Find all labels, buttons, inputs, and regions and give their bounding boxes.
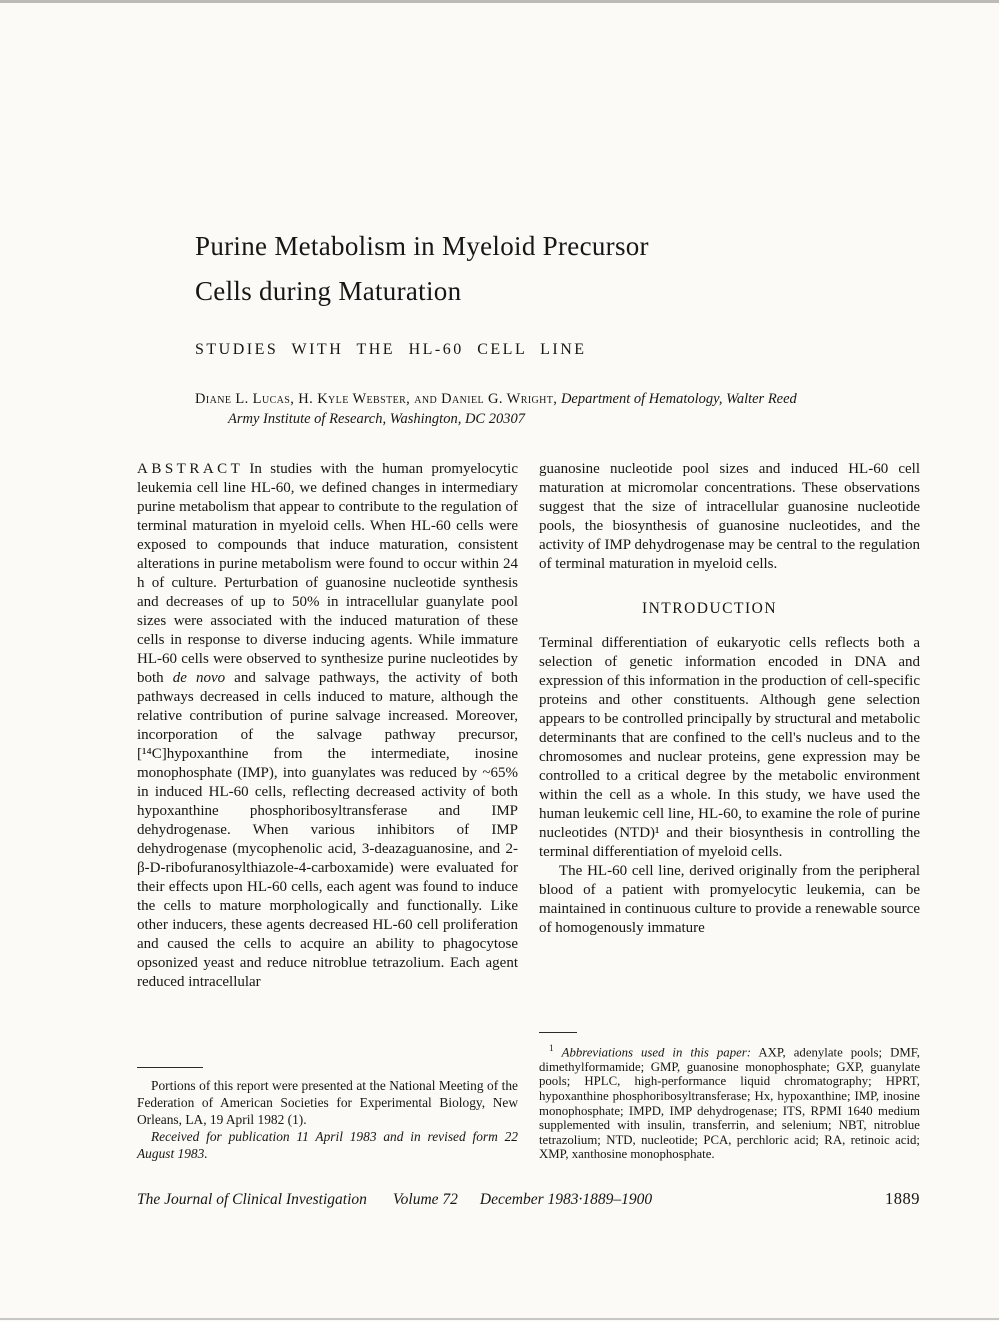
abstract-text-part2: and salvage pathways, the activity of both pathways decreased in cells induced to mature, although the relative contribution of purine salvage increased. Moreover, incorporation of the salvage pathway precursor, [¹⁴C]hypoxanthine from the intermediate, inosine monophosphate (IMP), into guanylates was reduced by ~65% in induced HL-60 cells, reflecting decreased activity of both hypoxanthine phosphoribosyltransferase and IMP dehydrogenase. When various inhibitors of IMP dehydrogenase (mycophenolic acid, 3-deazaguanosine, and 2-β-D-ribofuranosylthiazole-4-carboxamide) were evaluated for their effects upon HL-60 cells, each agent was found to induce the cells to mature morphologically and functionally. Like other inducers, these agents decreased HL-60 cell proliferation and caused the cells to acquire an ability to phagocytose opsonized yeast and reduce nitroblue tetrazolium. Each agent reduced intracellular [137, 670, 519, 990]
abstract-continuation-paragraph: guanosine nucleotide pool sizes and induced HL-60 cell maturation at micromolar concentrations. These observations suggest that the size of intracellular guanosine nucleotide pools, the biosynthesis of guanosine nucleotides, and the activity of IMP dehydrogenase may be central to the regulation of terminal maturation in myeloid cells. [539, 461, 920, 572]
abbreviations-footnote-intro: Abbreviations used in this paper: [561, 1045, 752, 1060]
abbreviations-footnote [539, 1041, 920, 1162]
footnote-presented: Portions of this report were presented at the National Meeting of the Federation of American Societies for Experimental Biology, New Orleans, LA, 19 April 1982 (1). [137, 1078, 518, 1127]
left-footnote-block [137, 1067, 518, 1162]
introduction-paragraph-1: Terminal differentiation of eukaryotic cells reflects both a selection of genetic information encoded in DNA and expression of this information in the production of cell-specific proteins and other constituents. Although gene selection appears to be controlled principally by structural and metabolic determinants that are confined to the cell's nucleus and to the chromosomes and nuclear proteins, gene expression may be controlled to a critical degree by the metabolic environment within the cell as a whole. In this study, we have used the human leukemic cell line, HL-60, to examine the role of purine nucleotides (NTD)¹ and their biosynthesis in controlling the terminal differentiation of myeloid cells. [539, 635, 920, 860]
footnote-rule-left [137, 1067, 203, 1068]
abstract-paragraph [137, 460, 518, 992]
abstract-text-part1: In studies with the human promyelocytic leukemia cell line HL-60, we defined changes in intermediary purine metabolism that appear to contribute to the regulation of terminal maturation in myeloid cells. When HL-60 cells were exposed to compounds that induce maturation, consistent alterations in purine metabolism were found to occur within 24 h of culture. Perturbation of guanosine nucleotide synthesis and decreases of up to 50% in intracellular guanylate pool sizes were associated with the induced maturation of these cells in response to diverse inducing agents. While immature HL-60 cells were observed to synthesize purine nucleotides by both [137, 461, 518, 686]
journal-name: The Journal of Clinical Investigation [137, 1191, 367, 1208]
page-number: 1889 [885, 1189, 920, 1208]
abstract-label: ABSTRACT [137, 461, 244, 477]
page-footer [137, 1189, 920, 1209]
two-column-body [137, 460, 920, 1162]
right-column [539, 460, 920, 1162]
journal-date-pages: December 1983·1889–1900 [479, 1191, 653, 1208]
abstract-italic-de-novo: de novo [172, 670, 226, 686]
article-subtitle: STUDIES WITH THE HL-60 CELL LINE [195, 341, 587, 358]
article-title-line2: Cells during Maturation [195, 276, 462, 306]
introduction-paragraph-2: The HL-60 cell line, derived originally from the peripheral blood of a patient with promyelocytic leukemia, can be maintained in continuous culture to provide a renewable source of homogenously immature [539, 863, 920, 936]
left-column [137, 460, 518, 1162]
journal-volume: Volume 72 [392, 1191, 458, 1208]
abbreviations-footnote-marker: 1 [549, 1042, 554, 1053]
abbreviations-footnote-block [539, 1032, 920, 1162]
author-byline [195, 389, 813, 429]
footnote-rule-right [539, 1032, 577, 1033]
footnote-received: Received for publication 11 April 1983 and in revised form 22 August 1983. [137, 1129, 518, 1161]
author-affiliation: Department of Hematology, Walter Reed Army Institute of Research, Washington, DC 20307 [228, 391, 797, 427]
scan-edge-top [0, 0, 999, 3]
introduction-heading: INTRODUCTION [641, 600, 778, 617]
author-names: Diane L. Lucas, H. Kyle Webster, and Daniel G. Wright, [195, 391, 558, 407]
article-title-line1: Purine Metabolism in Myeloid Precursor [195, 231, 649, 261]
article-title [195, 224, 920, 314]
title-block [195, 224, 920, 429]
scan-edge-bottom [0, 1318, 999, 1320]
abbreviations-footnote-list: AXP, adenylate pools; DMF, dimethylformamide; GMP, guanosine monophosphate; GXP, guanylate pools; HPLC, high-performance liquid chromatography; HPRT, hypoxanthine phosphoribosyltransferase; Hx, hypoxanthine; IMP, inosine monophosphate; IMPD, IMP dehydrogenase; ITS, RPMI 1640 medium supplemented with insulin, transferrin, and selenium; NBT, nitroblue tetrazolium; NTD, nucleotide; PCA, perchloric acid; RA, retinoic acid; XMP, xanthosine monophosphate. [539, 1045, 920, 1162]
